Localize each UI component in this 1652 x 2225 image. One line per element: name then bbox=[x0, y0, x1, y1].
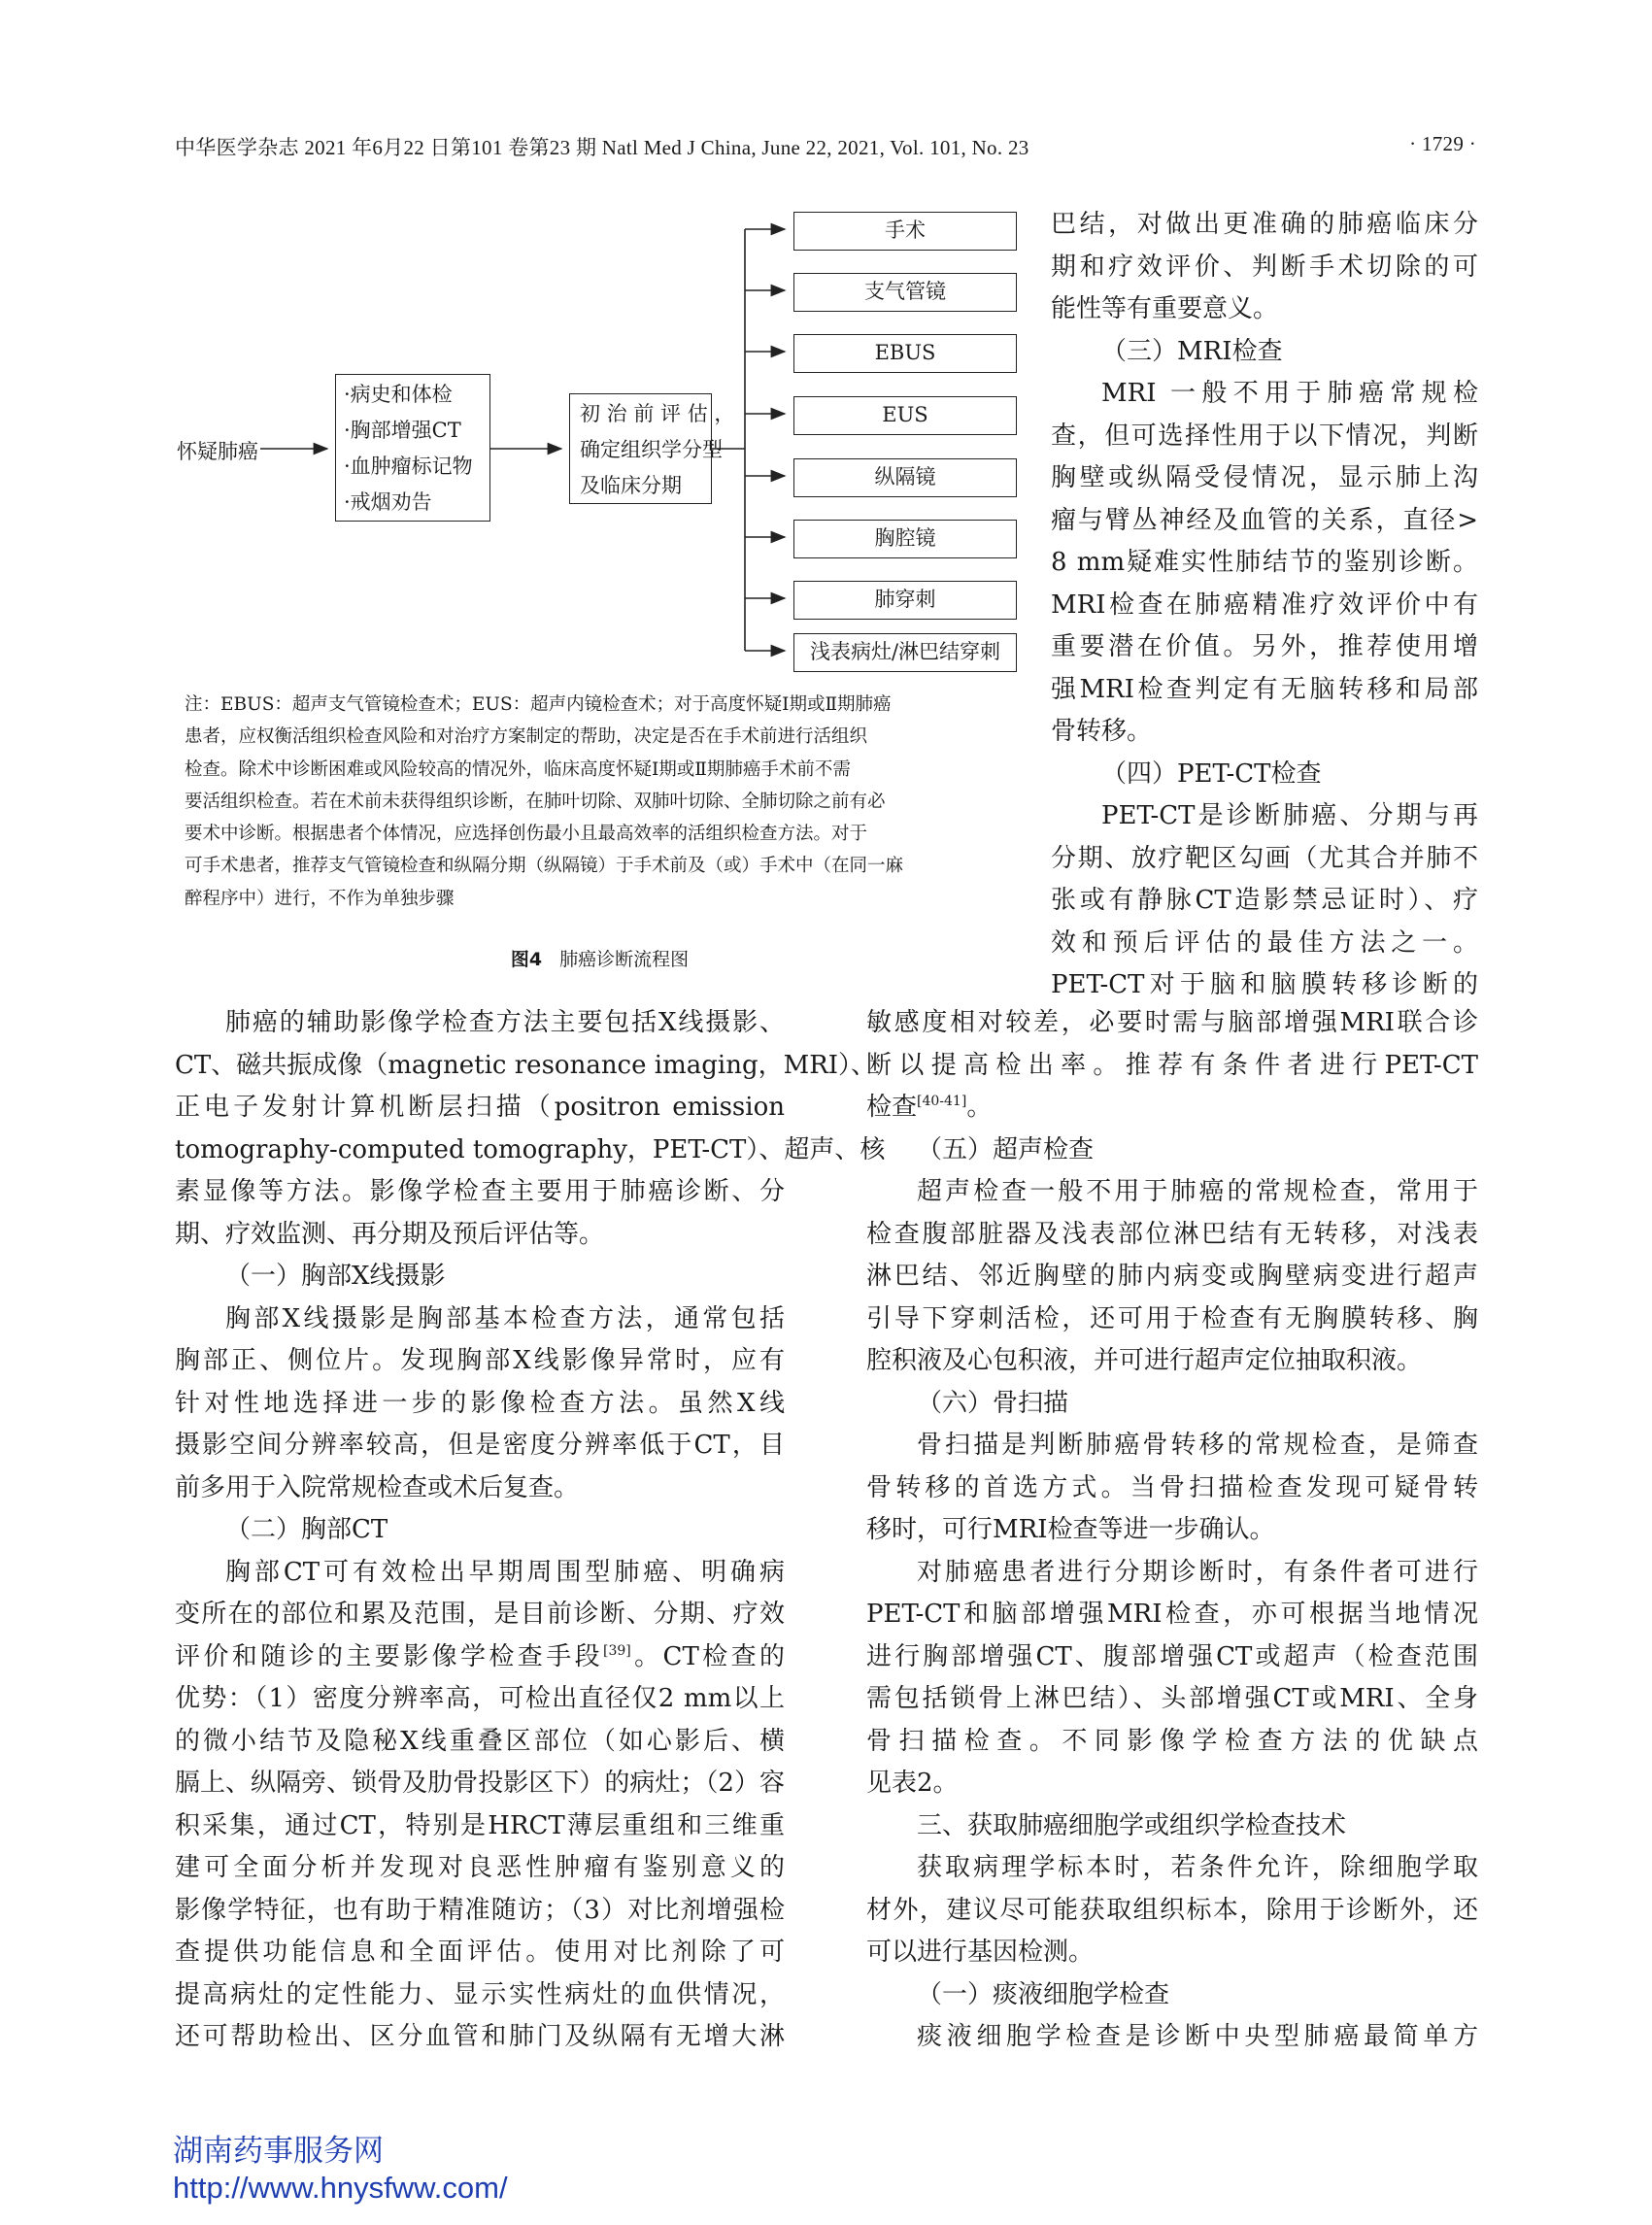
pretreatment-box bbox=[569, 393, 735, 504]
section-heading: （二）胸部CT bbox=[225, 1515, 388, 1544]
text-line: 骨转移。 bbox=[1051, 717, 1153, 746]
figure-number: 图4 bbox=[510, 949, 543, 970]
figure-caption bbox=[185, 945, 1015, 971]
text-line: 可以进行基因检测。 bbox=[866, 1938, 1095, 1967]
text-line: 8 mm疑难实性肺结节的鉴别诊断。 bbox=[1051, 548, 1478, 577]
figure-note bbox=[185, 689, 1015, 915]
option-surgery: 手术 bbox=[793, 212, 1017, 251]
watermark bbox=[173, 2133, 508, 2207]
note-line: 检查。除术中诊断困难或风险较高的情况外，临床高度怀疑Ⅰ期或Ⅱ期肺癌手术前不需 bbox=[185, 759, 851, 780]
text-line: 胸部X线摄影是胸部基本检查方法，通常包括 bbox=[225, 1303, 785, 1333]
text-line: PET-CT和脑部增强MRI检查，亦可根据当地情况 bbox=[866, 1600, 1478, 1629]
text-line: MRI 一般不用于肺癌常规检 bbox=[1101, 379, 1478, 408]
text-fragment: 评价和随诊的主要影像学检查手段 bbox=[175, 1641, 603, 1671]
watermark-url[interactable]: http://www.hnysfww.com/ bbox=[173, 2171, 508, 2205]
text-line: 期、疗效监测、再分期及预后评估等。 bbox=[175, 1219, 605, 1249]
text-line: 的微小结节及隐秘X线重叠区部位（如心影后、横 bbox=[175, 1726, 785, 1756]
text-fragment: 。 bbox=[966, 1093, 993, 1122]
initial-assessment-box bbox=[335, 374, 490, 522]
text-line-with-ref bbox=[866, 1087, 1478, 1129]
text-line: 强MRI检查判定有无脑转移和局部 bbox=[1051, 674, 1478, 704]
text-line: 针对性地选择进一步的影像检查方法。虽然X线 bbox=[175, 1388, 785, 1418]
text-line: 骨扫描检查。不同影像学检查方法的优缺点 bbox=[866, 1726, 1478, 1756]
text-line: 需包括锁骨上淋巴结）、头部增强CT或MRI、全身 bbox=[866, 1684, 1478, 1713]
text-line: 胸壁或纵隔受侵情况，显示肺上沟 bbox=[1051, 463, 1478, 492]
text-line: 张或有静脉CT造影禁忌证时）、疗 bbox=[1051, 886, 1478, 915]
text-line: 腔积液及心包积液，并可进行超声定位抽取积液。 bbox=[866, 1346, 1423, 1375]
text-line: 超声检查一般不用于肺癌的常规检查，常用于 bbox=[917, 1177, 1478, 1206]
assessment-item: ·血肿瘤标记物 bbox=[344, 455, 473, 478]
assessment-item: ·病史和体检 bbox=[344, 383, 453, 406]
text-line: 优势：（1）密度分辨率高，可检出直径仅2 mm以上 bbox=[175, 1684, 785, 1713]
pretreatment-line: 及临床分期 bbox=[580, 474, 682, 497]
text-line: 提高病灶的定性能力、显示实性病灶的血供情况， bbox=[175, 1979, 785, 2009]
text-line: 期和疗效评价、判断手术切除的可 bbox=[1051, 252, 1478, 282]
text-line: 引导下穿刺活检，还可用于检查有无胸膜转移、胸 bbox=[866, 1303, 1478, 1333]
option-superficial-puncture: 浅表病灶/淋巴结穿刺 bbox=[793, 633, 1017, 672]
text-line: CT、磁共振成像（magnetic resonance imaging，MRI）、 bbox=[175, 1050, 877, 1080]
text-line: 分期、放疗靶区勾画（尤其合并肺不 bbox=[1051, 843, 1478, 873]
text-line: 巴结，对做出更准确的肺癌临床分 bbox=[1051, 210, 1478, 239]
note-line: 可手术患者，推荐支气管镜检查和纵隔分期（纵隔镜）于手术前及（或）手术中（在同一麻 bbox=[185, 856, 904, 877]
note-line: 注：EBUS：超声支气管镜检查术；EUS：超声内镜检查术；对于高度怀疑Ⅰ期或Ⅱ期肺癌 bbox=[185, 694, 892, 715]
option-bronchoscopy: 支气管镜 bbox=[793, 273, 1017, 312]
text-line: 瘤与臂丛神经及血管的关系，直径> bbox=[1051, 505, 1478, 535]
text-line: 材外，建议尽可能获取组织标本，除用于诊断外，还 bbox=[866, 1895, 1478, 1925]
option-lung-puncture: 肺穿刺 bbox=[793, 581, 1017, 620]
running-header bbox=[175, 132, 1476, 163]
text-line: 获取病理学标本时，若条件允许，除细胞学取 bbox=[917, 1853, 1478, 1882]
text-line: 淋巴结、邻近胸壁的肺内病变或胸壁病变进行超声 bbox=[866, 1262, 1478, 1291]
assessment-item: ·胸部增强CT bbox=[344, 419, 461, 442]
right-column bbox=[866, 1002, 1478, 2059]
text-line: 能性等有重要意义。 bbox=[1051, 294, 1279, 323]
text-line: 痰液细胞学检查是诊断中央型肺癌最简单方 bbox=[917, 2022, 1478, 2051]
text-line: 还可帮助检出、区分血管和肺门及纵隔有无增大淋 bbox=[175, 2022, 785, 2051]
option-eus: EUS bbox=[793, 396, 1017, 435]
right-column-top bbox=[1051, 204, 1478, 1007]
note-line: 要术中诊断。根据患者个体情况，应选择创伤最小且最高效率的活组织检查方法。对于 bbox=[185, 824, 868, 845]
pretreatment-line: 确定组织学分型 bbox=[580, 438, 723, 461]
text-line: 敏感度相对较差，必要时需与脑部增强MRI联合诊 bbox=[866, 1008, 1478, 1037]
text-line: 摄影空间分辨率较高，但是密度分辨率低于CT，目 bbox=[175, 1431, 785, 1460]
note-line: 醉程序中）进行，不作为单独步骤 bbox=[185, 888, 455, 909]
text-line: 素显像等方法。影像学检查主要用于肺癌诊断、分 bbox=[175, 1177, 785, 1206]
text-line: PET-CT对于脑和脑膜转移诊断的 bbox=[1051, 970, 1478, 999]
section-heading: 三、获取肺癌细胞学或组织学检查技术 bbox=[917, 1810, 1347, 1840]
text-line: 积采集，通过CT，特别是HRCT薄层重组和三维重 bbox=[175, 1810, 785, 1840]
text-line: 对肺癌患者进行分期诊断时，有条件者可进行 bbox=[917, 1557, 1478, 1587]
text-line: 进行胸部增强CT、腹部增强CT或超声（检查范围 bbox=[866, 1641, 1478, 1671]
text-line: 肺癌的辅助影像学检查方法主要包括X线摄影、 bbox=[225, 1008, 785, 1037]
assessment-item: ·戒烟劝告 bbox=[344, 490, 432, 514]
text-line: 骨扫描是判断肺癌骨转移的常规检查，是筛查 bbox=[917, 1431, 1478, 1460]
text-line: PET-CT是诊断肺癌、分期与再 bbox=[1101, 801, 1478, 830]
citation-ref[interactable]: [39] bbox=[603, 1642, 631, 1659]
text-line: 重要潜在价值。另外，推荐使用增 bbox=[1051, 632, 1478, 661]
text-line: 前多用于入院常规检查或术后复查。 bbox=[175, 1472, 580, 1502]
citation-ref[interactable]: [40-41] bbox=[917, 1094, 967, 1109]
diagnosis-flowchart bbox=[155, 199, 1029, 704]
start-label: 怀疑肺癌 bbox=[177, 440, 258, 463]
text-line: 正电子发射计算机断层扫描（positron emission bbox=[175, 1093, 785, 1122]
text-line: 膈上、纵隔旁、锁骨及肋骨投影区下）的病灶；（2）容 bbox=[175, 1769, 785, 1798]
left-column bbox=[175, 1002, 886, 2059]
text-line-with-ref bbox=[175, 1636, 785, 1679]
text-line: tomography-computed tomography，PET-CT）、超声、核 bbox=[175, 1134, 886, 1164]
note-line: 患者，应权衡活组织检查风险和对治疗方案制定的帮助，决定是否在手术前进行活组织 bbox=[185, 726, 868, 748]
note-line: 要活组织检查。若在术前未获得组织诊断，在肺叶切除、双肺叶切除、全肺切除之前有必 bbox=[185, 791, 886, 812]
watermark-site-name: 湖南药事服务网 bbox=[173, 2134, 384, 2168]
section-heading: （一）痰液细胞学检查 bbox=[917, 1979, 1170, 2009]
section-heading: （三）MRI检查 bbox=[1101, 336, 1283, 366]
option-thoracoscopy: 胸腔镜 bbox=[793, 520, 1017, 558]
option-ebus: EBUS bbox=[793, 334, 1017, 373]
page-number: · 1729 · bbox=[1409, 132, 1476, 155]
text-line: 断以提高检出率。推荐有条件者进行PET-CT bbox=[866, 1050, 1478, 1080]
text-line: 效和预后评估的最佳方法之一。 bbox=[1051, 927, 1478, 958]
text-line: 变所在的部位和累及范围，是目前诊断、分期、疗效 bbox=[175, 1600, 785, 1629]
figure-title: 肺癌诊断流程图 bbox=[559, 949, 690, 970]
text-line: 影像学特征，也有助于精准随访；（3）对比剂增强检 bbox=[175, 1895, 785, 1925]
text-fragment: 检查 bbox=[866, 1093, 918, 1122]
text-line: 查提供功能信息和全面评估。使用对比剂除了可 bbox=[175, 1938, 785, 1967]
section-heading: （一）胸部X线摄影 bbox=[225, 1262, 446, 1291]
text-line: MRI检查在肺癌精准疗效评价中有 bbox=[1051, 590, 1478, 620]
text-line: 查，但可选择性用于以下情况，判断 bbox=[1051, 421, 1478, 451]
text-line: 胸部正、侧位片。发现胸部X线影像异常时，应有 bbox=[175, 1346, 785, 1375]
text-line: 建可全面分析并发现对良恶性肿瘤有鉴别意义的 bbox=[175, 1853, 785, 1882]
text-fragment: 。CT检查的 bbox=[630, 1641, 785, 1671]
section-heading: （五）超声检查 bbox=[917, 1134, 1095, 1164]
pretreatment-line: 初 治 前 评 估 ， bbox=[580, 402, 735, 425]
option-mediastinoscopy: 纵隔镜 bbox=[793, 458, 1017, 497]
text-line: 见表2。 bbox=[866, 1769, 959, 1798]
text-line: 移时，可行MRI检查等进一步确认。 bbox=[866, 1515, 1275, 1544]
text-line: 骨转移的首选方式。当骨扫描检查发现可疑骨转 bbox=[866, 1472, 1478, 1502]
section-heading: （六）骨扫描 bbox=[917, 1388, 1069, 1418]
section-heading: （四）PET-CT检查 bbox=[1101, 759, 1322, 789]
journal-citation: 中华医学杂志 2021 年6月22 日第101 卷第23 期 Natl Med J China, June 22, 2021, Vol. 101, No. 23 bbox=[175, 136, 1029, 159]
text-line: 胸部CT可有效检出早期周围型肺癌、明确病 bbox=[225, 1557, 785, 1587]
text-line: 检查腹部脏器及浅表部位淋巴结有无转移，对浅表 bbox=[866, 1219, 1478, 1249]
